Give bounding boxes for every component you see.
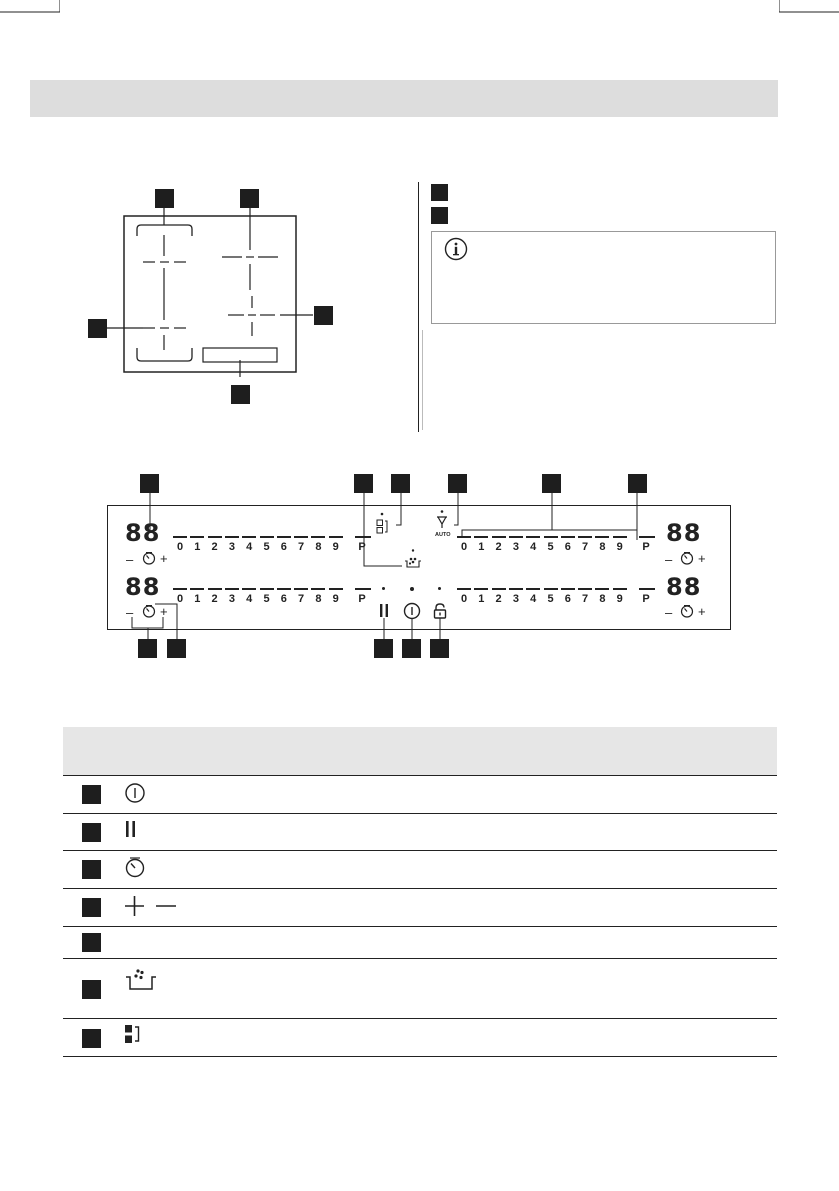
power-level-label[interactable]: 8 xyxy=(599,541,606,553)
table-header xyxy=(63,727,777,775)
table-row-rule xyxy=(63,926,777,927)
power-level-label[interactable]: 1 xyxy=(478,593,485,605)
plus-button[interactable]: + xyxy=(698,604,706,619)
lock-icon[interactable] xyxy=(431,602,449,620)
power-level-label[interactable]: P xyxy=(358,593,366,605)
power-level-dash xyxy=(457,588,471,590)
power-level-label[interactable]: 6 xyxy=(280,593,287,605)
power-level-dash xyxy=(544,588,558,590)
power-level-dash xyxy=(492,536,506,538)
power-level-dash xyxy=(613,588,627,590)
pause-icon xyxy=(124,820,140,840)
power-level-dash xyxy=(639,588,655,590)
power-level-label[interactable]: 1 xyxy=(478,541,485,553)
power-level-dash xyxy=(190,588,204,590)
power-icon[interactable] xyxy=(403,602,421,620)
power-level-dash xyxy=(260,588,274,590)
table-row-rule xyxy=(63,850,777,851)
power-level-label[interactable]: 7 xyxy=(582,541,589,553)
bridge-icon xyxy=(124,1024,146,1048)
power-level-dash xyxy=(509,536,523,538)
auto-hood-icon[interactable] xyxy=(434,509,456,537)
power-level-dash xyxy=(595,588,609,590)
power-level-dash xyxy=(474,536,488,538)
power-level-label[interactable]: 5 xyxy=(547,541,554,553)
power-level-label[interactable]: 1 xyxy=(194,541,201,553)
row-number-square xyxy=(82,785,101,804)
power-level-dash xyxy=(561,536,575,538)
power-level-dash xyxy=(208,588,222,590)
pause-icon[interactable] xyxy=(377,603,391,619)
power-level-label[interactable]: 1 xyxy=(194,593,201,605)
power-level-label[interactable]: 9 xyxy=(332,593,339,605)
power-level-label[interactable]: 6 xyxy=(564,541,571,553)
power-level-label[interactable]: 0 xyxy=(176,593,184,605)
power-level-dash xyxy=(457,536,471,538)
power-level-label[interactable]: 7 xyxy=(582,593,589,605)
table-row-rule xyxy=(63,813,777,814)
power-level-dash xyxy=(509,588,523,590)
power-level-label[interactable]: 0 xyxy=(460,541,468,553)
plus-button[interactable]: + xyxy=(160,551,168,566)
power-level-label[interactable]: 2 xyxy=(211,593,218,605)
row-number-square xyxy=(82,980,101,999)
power-level-label[interactable]: 5 xyxy=(263,541,270,553)
power-level-dash xyxy=(474,588,488,590)
power-level-dash xyxy=(311,536,325,538)
power-level-label[interactable]: 9 xyxy=(616,593,623,605)
bridge-icon[interactable] xyxy=(374,512,392,536)
pot-icon xyxy=(123,965,159,993)
table-row-rule xyxy=(63,958,777,959)
row-number-square xyxy=(82,823,101,842)
power-level-label[interactable]: 3 xyxy=(512,593,519,605)
power-level-label[interactable]: 4 xyxy=(246,593,253,605)
power-level-dash xyxy=(294,536,308,538)
table-bottom-rule xyxy=(63,1056,777,1057)
timer-icon[interactable] xyxy=(142,604,156,618)
power-level-label[interactable]: P xyxy=(642,541,650,553)
power-level-dash xyxy=(561,588,575,590)
power-level-label[interactable]: 6 xyxy=(564,593,571,605)
power-level-label[interactable]: 0 xyxy=(176,541,184,553)
power-level-dash xyxy=(329,588,343,590)
power-level-dash xyxy=(311,588,325,590)
power-icon xyxy=(124,782,146,804)
plus-button[interactable]: + xyxy=(698,551,706,566)
power-level-label[interactable]: 5 xyxy=(547,593,554,605)
minus-button[interactable]: – xyxy=(665,605,673,620)
timer-icon[interactable] xyxy=(680,551,694,565)
power-level-label[interactable]: 0 xyxy=(460,593,468,605)
plus-button[interactable]: + xyxy=(160,604,168,619)
power-level-label[interactable]: 8 xyxy=(315,541,322,553)
power-level-label[interactable]: 6 xyxy=(280,541,287,553)
power-level-label[interactable]: 4 xyxy=(530,541,537,553)
display-digits-top-right: 88 xyxy=(666,519,702,547)
table-row-rule xyxy=(63,1018,777,1019)
row-number-square xyxy=(82,1029,101,1048)
power-level-dash xyxy=(294,588,308,590)
power-level-dash xyxy=(260,536,274,538)
power-level-label[interactable]: 8 xyxy=(315,593,322,605)
power-level-label[interactable]: 3 xyxy=(228,541,235,553)
power-level-dash xyxy=(544,536,558,538)
timer-icon[interactable] xyxy=(680,604,694,618)
power-level-dash xyxy=(277,536,291,538)
timer-icon[interactable] xyxy=(142,551,156,565)
power-level-dash xyxy=(225,588,239,590)
power-level-label[interactable]: 2 xyxy=(211,541,218,553)
power-level-label[interactable]: 4 xyxy=(246,541,253,553)
power-level-dash xyxy=(526,588,540,590)
power-level-dash xyxy=(242,536,256,538)
power-level-label[interactable]: 5 xyxy=(263,593,270,605)
table-header-rule xyxy=(63,775,777,776)
indicator-dot xyxy=(410,587,414,591)
row-number-square xyxy=(82,898,101,917)
power-level-dash xyxy=(355,588,371,590)
minus-button[interactable]: – xyxy=(126,552,134,567)
power-level-dash xyxy=(208,536,222,538)
power-level-label[interactable]: 2 xyxy=(495,541,502,553)
indicator-dot xyxy=(382,587,385,590)
power-level-dash xyxy=(329,536,343,538)
power-level-dash xyxy=(173,536,187,538)
table-row-rule xyxy=(63,888,777,889)
power-level-label[interactable]: 9 xyxy=(332,541,339,553)
power-level-dash xyxy=(173,588,187,590)
power-level-dash xyxy=(492,588,506,590)
power-level-dash xyxy=(578,588,592,590)
power-level-label[interactable]: 4 xyxy=(530,593,537,605)
row-number-square xyxy=(82,933,101,952)
power-level-dash xyxy=(277,588,291,590)
power-level-dash xyxy=(190,536,204,538)
power-level-label[interactable]: 7 xyxy=(298,593,305,605)
display-digits-top-left: 88 xyxy=(125,519,161,547)
power-level-dash xyxy=(355,536,371,538)
svg-text:AUTO: AUTO xyxy=(435,532,451,537)
timer-icon xyxy=(124,856,146,878)
power-level-label[interactable]: P xyxy=(642,593,650,605)
power-level-label[interactable]: 7 xyxy=(298,541,305,553)
power-level-label[interactable]: 3 xyxy=(512,541,519,553)
power-level-label[interactable]: 2 xyxy=(495,593,502,605)
power-level-dash xyxy=(526,536,540,538)
power-level-dash xyxy=(225,536,239,538)
display-digits-bottom-right: 88 xyxy=(666,573,702,601)
minus-button[interactable]: – xyxy=(126,605,134,620)
power-level-dash xyxy=(595,536,609,538)
power-level-label[interactable]: P xyxy=(358,541,366,553)
row-number-square xyxy=(82,860,101,879)
power-level-dash xyxy=(578,536,592,538)
power-level-dash xyxy=(639,536,655,538)
pot-icon[interactable] xyxy=(402,548,424,570)
power-level-label[interactable]: 9 xyxy=(616,541,623,553)
minus-button[interactable]: – xyxy=(665,552,673,567)
indicator-dot xyxy=(438,587,441,590)
power-level-label[interactable]: 3 xyxy=(228,593,235,605)
power-level-dash xyxy=(242,588,256,590)
power-level-label[interactable]: 8 xyxy=(599,593,606,605)
power-level-dash xyxy=(613,536,627,538)
plus-minus-icon xyxy=(123,894,179,918)
display-digits-bottom-left: 88 xyxy=(125,573,161,601)
